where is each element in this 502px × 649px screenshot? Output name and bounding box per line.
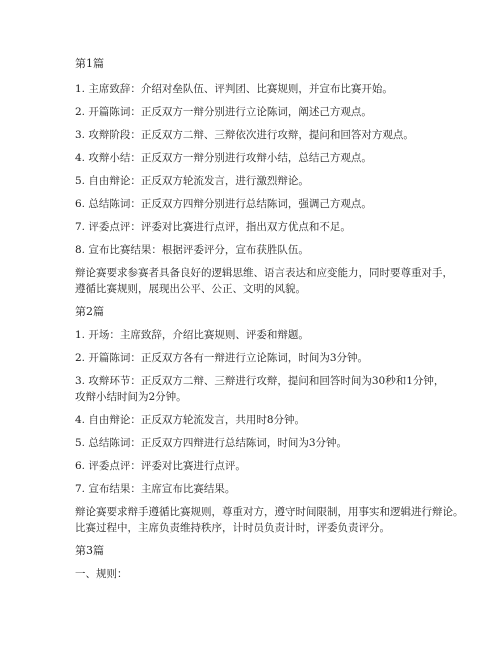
list-item: 4. 自由辩论：正反双方轮流发言，共用时8分钟。 <box>75 414 306 426</box>
list-item: 8. 宣布比赛结果：根据评委评分，宣布获胜队伍。 <box>75 244 309 256</box>
section-title: 第1篇 <box>75 57 104 70</box>
summary-line: 遵循比赛规则，展现出公平、公正、文明的风貌。 <box>75 283 306 295</box>
summary-line: 比赛过程中，主席负责维持秩序，计时员负责计时，评委负责评分。 <box>75 522 390 534</box>
summary-line: 辩论赛要求参赛者具备良好的逻辑思维、语言表达和应变能力，同时要尊重对手， <box>75 267 453 279</box>
section-title: 第3篇 <box>75 544 104 557</box>
list-item: 3. 攻辩阶段：正反双方二辩、三辩依次进行攻辩，提问和回答对方观点。 <box>75 129 414 141</box>
list-item: 攻辩小结时间为2分钟。 <box>75 391 187 403</box>
list-item: 5. 自由辩论：正反双方轮流发言，进行激烈辩论。 <box>75 175 309 187</box>
section-title: 第2篇 <box>75 305 104 318</box>
list-item: 3. 攻辩环节：正反双方二辩、三辩进行攻辩，提问和回答时间为30秒和1分钟， <box>75 375 445 387</box>
list-item: 2. 开篇陈词：正反双方各有一辩进行立论陈词，时间为3分钟。 <box>75 352 369 364</box>
summary-line: 辩论赛要求辩手遵循比赛规则，尊重对方，遵守时间限制，用事实和逻辑进行辩论。 <box>75 506 464 518</box>
list-item: 1. 主席致辞：介绍对垒队伍、评判团、比赛规则，并宣布比赛开始。 <box>75 83 393 95</box>
list-item: 7. 宣布结果：主席宣布比赛结果。 <box>75 483 236 495</box>
list-item: 一、规则： <box>75 568 128 580</box>
list-item: 7. 评委点评：评委对比赛进行点评，指出双方优点和不足。 <box>75 221 351 233</box>
list-item: 6. 总结陈词：正反双方四辩分别进行总结陈词，强调己方观点。 <box>75 198 372 210</box>
list-item: 4. 攻辩小结：正反双方一辩分别进行攻辩小结，总结己方观点。 <box>75 152 372 164</box>
list-item: 5. 总结陈词：正反双方四辩进行总结陈词，时间为3分钟。 <box>75 437 348 449</box>
list-item: 1. 开场：主席致辞，介绍比赛规则、评委和辩题。 <box>75 329 309 341</box>
list-item: 6. 评委点评：评委对比赛进行点评。 <box>75 460 246 472</box>
list-item: 2. 开篇陈词：正反双方一辩分别进行立论陈词，阐述己方观点。 <box>75 106 372 118</box>
